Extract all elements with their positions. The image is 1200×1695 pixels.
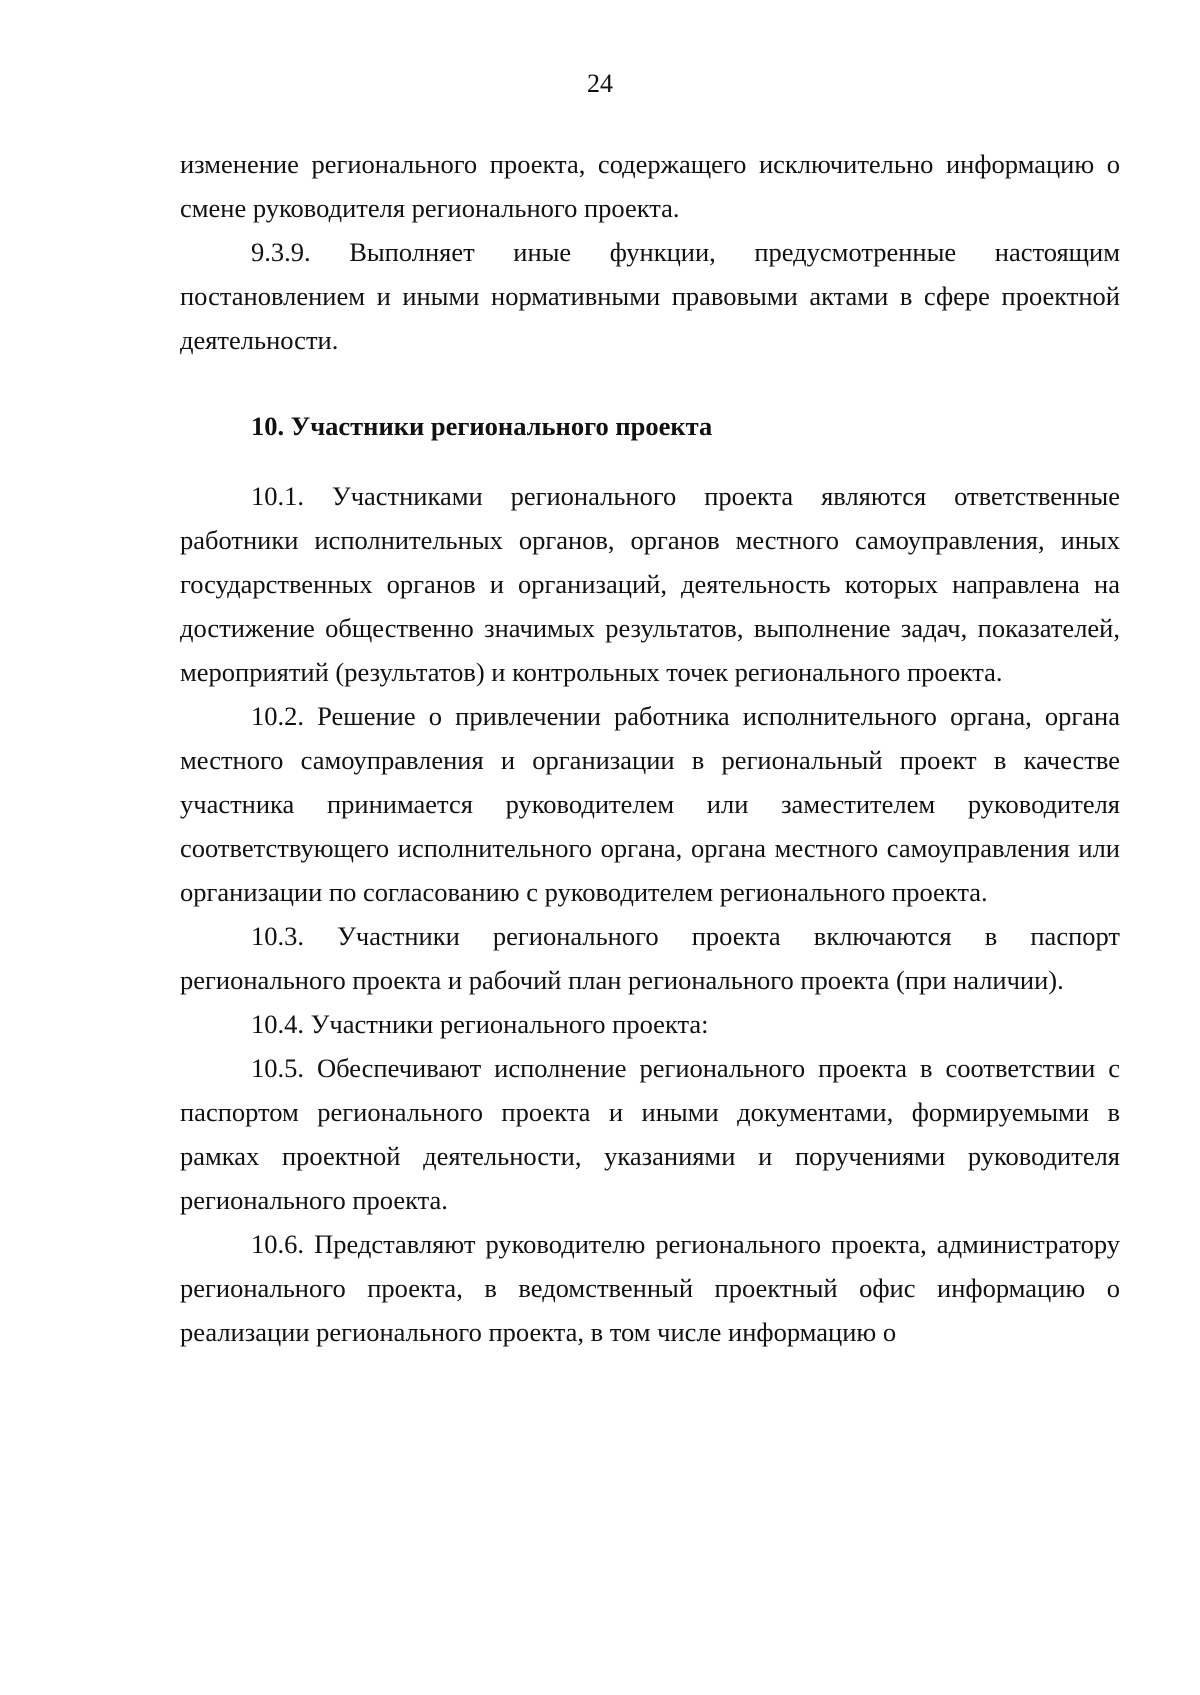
paragraph-10-2: 10.2. Решение о привлечении работника исполнительного органа, органа местного самоуправления и организации в региональный проект в качестве участника принимается руководителем или заместителем руководителя соответствующего исполнительного органа, органа местного самоуправления или организации по согласованию с руководителем регионального проекта. (180, 701, 1120, 907)
paragraph-10-5: 10.5. Обеспечивают исполнение регионального проекта в соответствии с паспортом регионального проекта и иными документами, формируемыми в рамках проектной деятельности, указаниями и поручениями руководителя регионального проекта. (180, 1053, 1120, 1215)
paragraph-10-6: 10.6. Представляют руководителю регионального проекта, администратору регионального проекта, в ведомственный проектный офис информацию о реализации регионального проекта, в том числе информацию о (180, 1229, 1120, 1347)
paragraph-continuation: изменение регионального проекта, содержащего исключительно информацию о смене руководителя регионального проекта. (180, 149, 1120, 223)
paragraph-10-4: 10.4. Участники регионального проекта: (251, 1009, 709, 1039)
paragraph-10-1: 10.1. Участниками регионального проекта являются ответственные работники исполнительных органов, органов местного самоуправления, иных государственных органов и организаций, деятельность которых направлена на достижение общественно значимых результатов, выполнение задач, показателей, мероприятий (результатов) и контрольных точек регионального проекта. (180, 481, 1120, 687)
document-body (180, 142, 1120, 1354)
section-heading: 10. Участники регионального проекта (251, 411, 713, 441)
paragraph-10-3: 10.3. Участники регионального проекта включаются в паспорт регионального проекта и рабочий план регионального проекта (при наличии). (180, 921, 1120, 995)
paragraph-9-3-9: 9.3.9. Выполняет иные функции, предусмотренные настоящим постановлением и иными нормативными правовыми актами в сфере проектной деятельности. (180, 237, 1120, 355)
page-number: 24 (587, 69, 613, 98)
